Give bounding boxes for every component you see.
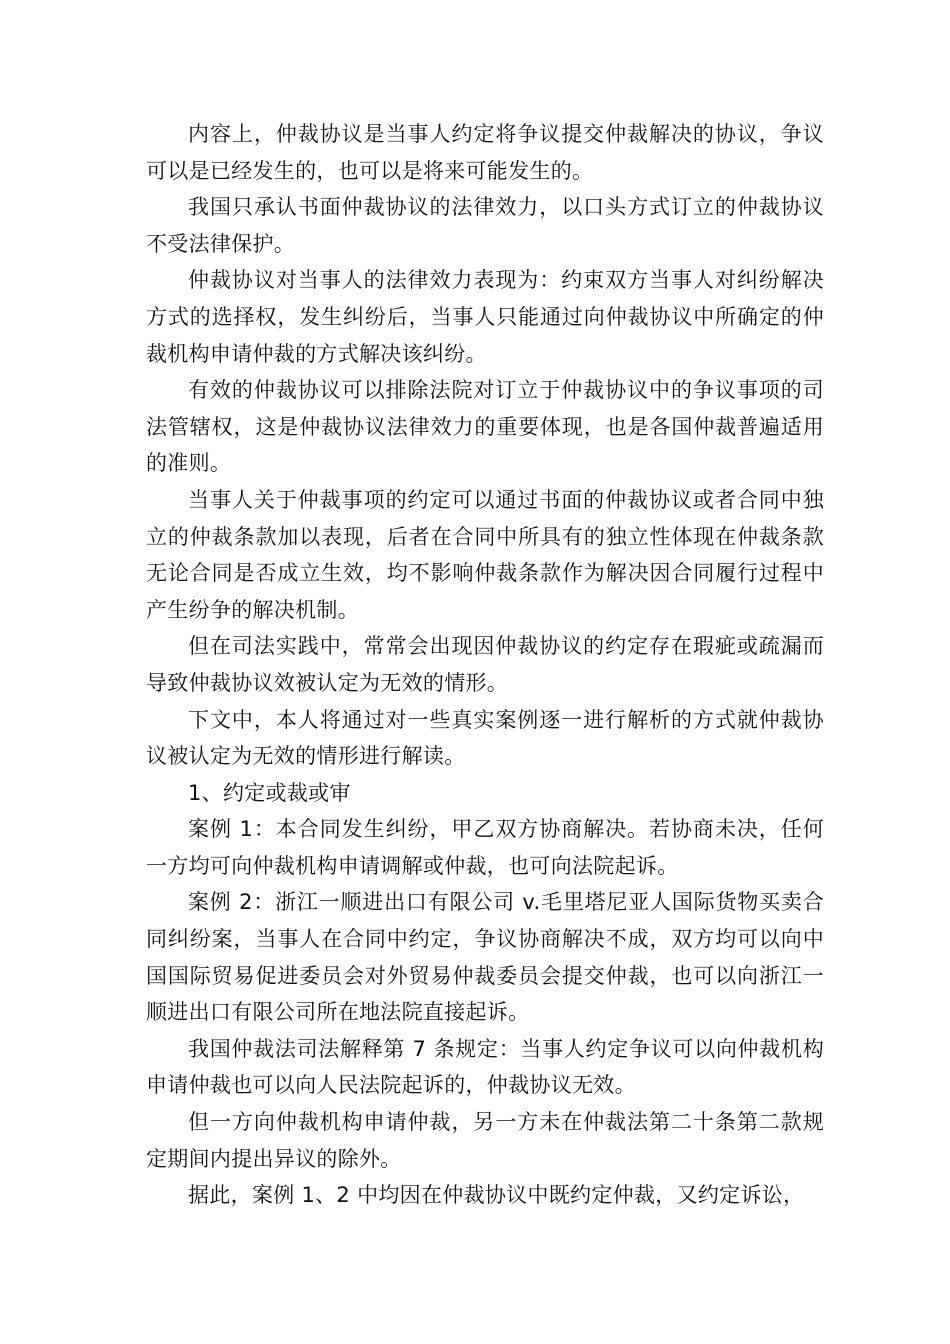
paragraph-12: 但一方向仲裁机构申请仲裁，另一方未在仲裁法第二十条第二款规定期间内提出异议的除外。 bbox=[146, 1110, 824, 1171]
paragraph-1: 内容上，仲裁协议是当事人约定将争议提交仲裁解决的协议，争议可以是已经发生的，也可以是将来可能发生的。 bbox=[146, 122, 824, 183]
case-2-paragraph: 案例 2：浙江一顺进出口有限公司 v.毛里塔尼亚人国际货物买卖合同纠纷案，当事人在合同中约定，争议协商解决不成，双方均可以向中国国际贸易促进委员会对外贸易仲裁委员会提交仲裁，也可以向浙江一顺进出口有限公司所在地法院直接起诉。 bbox=[146, 890, 824, 1025]
section-heading-1: 1、约定或裁或审 bbox=[188, 780, 351, 805]
paragraph-13: 据此，案例 1、2 中均因在仲裁协议中既约定仲裁，又约定诉讼， bbox=[188, 1183, 805, 1208]
paragraph-3: 仲裁协议对当事人的法律效力表现为：约束双方当事人对纠纷解决方式的选择权，发生纠纷后，当事人只能通过向仲裁协议中所确定的仲裁机构申请仲裁的方式解决该纠纷。 bbox=[146, 268, 824, 366]
paragraph-2: 我国只承认书面仲裁协议的法律效力，以口头方式订立的仲裁协议不受法律保护。 bbox=[146, 195, 824, 256]
document-body bbox=[146, 116, 824, 1214]
paragraph-11: 我国仲裁法司法解释第 7 条规定：当事人约定争议可以向仲裁机构申请仲裁也可以向人民法院起诉的，仲裁协议无效。 bbox=[146, 1036, 824, 1098]
case-1-paragraph: 案例 1：本合同发生纠纷，甲乙双方协商解决。若协商未决，任何一方均可向仲裁机构申请调解或仲裁，也可向法院起诉。 bbox=[146, 817, 824, 878]
paragraph-4: 有效的仲裁协议可以排除法院对订立于仲裁协议中的争议事项的司法管辖权，这是仲裁协议法律效力的重要体现，也是各国仲裁普遍适用的准则。 bbox=[146, 378, 824, 476]
paragraph-5: 当事人关于仲裁事项的约定可以通过书面的仲裁协议或者合同中独立的仲裁条款加以表现，后者在合同中所具有的独立性体现在仲裁条款无论合同是否成立生效，均不影响仲裁条款作为解决因合同履行过程中产生纷争的解决机制。 bbox=[146, 487, 824, 622]
paragraph-7: 下文中，本人将通过对一些真实案例逐一进行解析的方式就仲裁协议被认定为无效的情形进行解读。 bbox=[146, 707, 824, 769]
paragraph-6: 但在司法实践中，常常会出现因仲裁协议的约定存在瑕疵或疏漏而导致仲裁协议效被认定为无效的情形。 bbox=[146, 634, 824, 695]
